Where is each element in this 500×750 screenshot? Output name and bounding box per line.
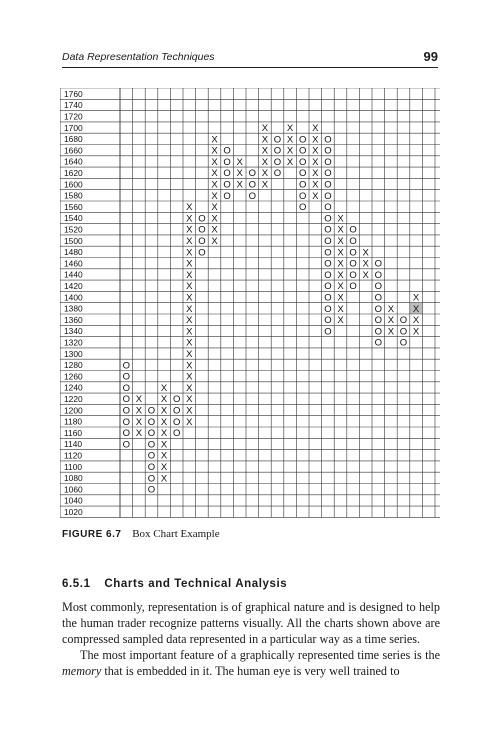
header-rule — [62, 67, 438, 68]
o-mark: O — [173, 416, 181, 428]
x-mark: X — [160, 416, 168, 428]
o-mark: O — [349, 269, 357, 281]
o-mark: O — [324, 202, 332, 214]
o-mark: O — [273, 145, 282, 157]
x-mark: X — [261, 134, 269, 146]
paragraph-2 — [62, 647, 440, 679]
price-label: 1760 — [64, 88, 83, 99]
price-label: 1440 — [64, 269, 83, 280]
price-label: 1060 — [64, 484, 83, 495]
o-mark: O — [122, 371, 130, 383]
o-mark: O — [324, 326, 332, 338]
price-label: 1700 — [64, 122, 83, 133]
price-label: 1660 — [64, 145, 83, 156]
o-mark: O — [399, 315, 408, 327]
o-mark: O — [374, 258, 382, 270]
x-mark: X — [160, 473, 168, 485]
o-mark: O — [374, 303, 382, 315]
body-text — [62, 599, 440, 679]
x-mark: X — [412, 292, 420, 304]
x-mark: X — [186, 281, 193, 293]
price-label: 1200 — [64, 405, 83, 416]
x-mark: X — [312, 134, 319, 146]
o-mark: O — [374, 269, 382, 281]
price-label: 1580 — [64, 190, 83, 201]
x-mark: X — [387, 303, 395, 315]
x-mark: X — [135, 394, 143, 406]
o-mark: O — [374, 315, 382, 327]
o-mark: O — [299, 134, 307, 146]
price-label: 1380 — [64, 303, 83, 314]
x-mark: X — [211, 224, 218, 236]
o-mark: O — [324, 224, 332, 236]
price-label: 1620 — [64, 168, 83, 178]
x-mark: X — [160, 462, 168, 473]
x-mark: X — [186, 202, 193, 214]
x-mark: X — [160, 382, 168, 394]
o-mark: O — [349, 281, 357, 293]
x-mark: X — [337, 303, 344, 315]
o-mark: O — [349, 258, 357, 270]
o-mark: O — [324, 281, 332, 293]
paragraph-1: Most commonly, representation is of graphical nature and is designed to help the human trader recognize patterns visually. All the charts shown above are compressed sampled data represented in a particular way as a time series. — [62, 600, 440, 646]
x-mark: X — [160, 428, 168, 440]
x-mark: X — [312, 123, 319, 134]
o-mark: O — [198, 236, 206, 247]
o-mark: O — [122, 394, 130, 406]
price-label: 1740 — [64, 100, 83, 111]
price-label: 1180 — [64, 416, 83, 427]
o-mark: O — [198, 213, 206, 225]
x-mark: X — [387, 315, 395, 327]
o-mark: O — [147, 484, 156, 496]
x-mark: X — [160, 405, 168, 417]
o-mark: O — [349, 247, 357, 259]
o-mark: O — [324, 247, 332, 259]
price-label: 1240 — [64, 382, 83, 393]
o-mark: O — [374, 337, 382, 349]
o-mark: O — [273, 156, 282, 168]
o-mark: O — [273, 134, 282, 146]
x-mark: X — [286, 156, 294, 168]
x-mark: X — [261, 156, 269, 168]
x-mark: X — [186, 326, 193, 338]
x-mark: X — [387, 326, 395, 338]
o-mark: O — [374, 326, 382, 338]
o-mark: O — [324, 179, 332, 191]
page-number: 99 — [423, 49, 438, 64]
paragraph-2-start: The most important feature of a graphically represented time series is the — [80, 648, 440, 662]
x-mark: X — [312, 168, 319, 180]
o-mark: O — [324, 258, 332, 270]
o-mark: O — [374, 281, 382, 293]
o-mark: O — [399, 337, 408, 349]
price-label: 1100 — [64, 461, 83, 472]
x-mark: X — [211, 156, 218, 168]
x-mark: X — [186, 371, 193, 383]
o-mark: O — [324, 134, 332, 146]
figure-caption — [62, 528, 220, 540]
o-mark: O — [122, 382, 130, 394]
x-mark: X — [186, 337, 193, 349]
x-mark: X — [337, 213, 344, 225]
x-mark: X — [211, 134, 218, 146]
o-mark: O — [299, 168, 307, 180]
x-mark: X — [211, 213, 218, 225]
x-mark: X — [135, 416, 143, 428]
x-mark: X — [135, 428, 143, 440]
price-label: 1220 — [64, 394, 83, 404]
x-mark: X — [236, 156, 243, 168]
price-label: 1520 — [64, 224, 83, 235]
x-mark: X — [412, 303, 420, 315]
price-label: 1320 — [64, 337, 83, 348]
x-mark: X — [337, 292, 344, 304]
price-label: 1300 — [64, 348, 83, 359]
x-mark: X — [186, 303, 193, 315]
x-mark: X — [337, 247, 344, 259]
price-label: 1460 — [64, 258, 83, 269]
o-mark: O — [324, 315, 332, 327]
price-label: 1340 — [64, 326, 83, 337]
x-mark: X — [337, 269, 344, 281]
price-label: 1560 — [64, 201, 83, 212]
o-mark: O — [299, 145, 307, 157]
x-mark: X — [186, 247, 193, 259]
price-label: 1020 — [64, 507, 83, 517]
price-label: 1260 — [64, 371, 83, 382]
o-mark: O — [147, 450, 156, 462]
x-mark: X — [211, 179, 218, 191]
x-mark: X — [186, 236, 193, 247]
x-mark: X — [160, 394, 168, 406]
o-mark: O — [198, 224, 206, 236]
x-mark: X — [261, 179, 269, 191]
o-mark: O — [273, 168, 282, 180]
price-label: 1360 — [64, 314, 83, 325]
price-label: 1420 — [64, 281, 83, 291]
x-mark: X — [261, 123, 269, 134]
o-mark: O — [374, 292, 382, 304]
o-mark: O — [198, 247, 206, 259]
x-mark: X — [236, 179, 243, 191]
x-mark: X — [337, 315, 344, 327]
figure-caption-text: Box Chart Example — [132, 528, 220, 540]
x-mark: X — [312, 145, 319, 157]
x-mark: X — [186, 360, 193, 372]
x-mark: X — [211, 190, 218, 202]
price-label: 1280 — [64, 360, 83, 371]
x-mark: X — [412, 326, 420, 338]
x-mark: X — [186, 258, 193, 270]
x-mark: X — [312, 156, 319, 168]
x-mark: X — [211, 236, 218, 247]
x-mark: X — [186, 382, 193, 394]
x-mark: X — [186, 224, 193, 236]
o-mark: O — [147, 473, 156, 485]
o-mark: O — [147, 462, 156, 473]
o-mark: O — [324, 145, 332, 157]
x-mark: X — [236, 168, 243, 180]
o-mark: O — [147, 405, 156, 417]
o-mark: O — [248, 179, 256, 191]
x-mark: X — [412, 315, 420, 327]
o-mark: O — [248, 168, 256, 180]
x-mark: X — [186, 269, 193, 281]
x-mark: X — [286, 123, 294, 134]
o-mark: O — [223, 156, 231, 168]
paragraph-2-emphasis: memory — [62, 664, 102, 678]
o-mark: O — [324, 168, 332, 180]
x-mark: X — [261, 168, 269, 180]
price-label: 1640 — [64, 156, 83, 167]
o-mark: O — [147, 428, 156, 440]
price-label: 1680 — [64, 134, 83, 145]
o-mark: O — [299, 202, 307, 214]
price-label: 1480 — [64, 247, 83, 258]
o-mark: O — [349, 236, 357, 247]
price-label: 1720 — [64, 111, 83, 122]
x-mark: X — [211, 145, 218, 157]
x-mark: X — [337, 258, 344, 270]
o-mark: O — [173, 405, 181, 417]
o-mark: O — [223, 145, 231, 157]
o-mark: O — [324, 190, 332, 202]
o-mark: O — [324, 269, 332, 281]
o-mark: O — [147, 439, 156, 451]
o-mark: O — [399, 326, 408, 338]
o-mark: O — [122, 360, 130, 372]
running-header — [62, 47, 438, 69]
o-mark: O — [122, 405, 130, 417]
o-mark: O — [299, 156, 307, 168]
paragraph-2-end: that is embedded in it. The human eye is very well trained to — [101, 664, 400, 678]
x-mark: X — [362, 247, 369, 259]
figure-label: FIGURE 6.7 — [62, 529, 122, 540]
price-label: 1160 — [64, 427, 83, 438]
x-mark: X — [186, 416, 193, 428]
x-mark: X — [186, 405, 193, 417]
x-mark: X — [362, 269, 369, 281]
x-mark: X — [312, 179, 319, 191]
o-mark: O — [223, 190, 231, 202]
price-label: 1540 — [64, 213, 83, 224]
x-mark: X — [211, 202, 218, 214]
section-heading — [62, 578, 287, 590]
o-mark: O — [173, 394, 181, 406]
o-mark: O — [173, 428, 181, 440]
x-mark: X — [186, 394, 193, 406]
price-label: 1120 — [64, 450, 83, 461]
x-mark: X — [312, 190, 319, 202]
price-label: 1040 — [64, 495, 83, 506]
o-mark: O — [324, 156, 332, 168]
x-mark: X — [211, 168, 218, 180]
x-mark: X — [286, 134, 294, 146]
o-mark: O — [324, 213, 332, 225]
o-mark: O — [299, 179, 307, 191]
o-mark: O — [299, 190, 307, 202]
o-mark: O — [324, 292, 332, 304]
o-mark: O — [349, 224, 357, 236]
running-title: Data Representation Techniques — [62, 51, 215, 63]
o-mark: O — [122, 428, 130, 440]
x-mark: X — [337, 281, 344, 293]
x-mark: X — [186, 213, 193, 225]
box-chart — [60, 88, 440, 520]
section-title: Charts and Technical Analysis — [104, 578, 288, 590]
x-mark: X — [337, 224, 344, 236]
x-mark: X — [160, 439, 168, 451]
x-mark: X — [186, 349, 193, 360]
x-mark: X — [160, 450, 168, 462]
x-mark: X — [135, 405, 143, 417]
o-mark: O — [147, 416, 156, 428]
o-mark: O — [122, 416, 130, 428]
o-mark: O — [324, 236, 332, 247]
x-mark: X — [362, 258, 369, 270]
price-label: 1600 — [64, 179, 83, 190]
section-number: 6.5.1 — [62, 578, 91, 590]
x-mark: X — [286, 145, 294, 157]
x-mark: X — [261, 145, 269, 157]
price-label: 1400 — [64, 292, 83, 303]
x-mark: X — [337, 236, 344, 247]
price-label: 1080 — [64, 473, 83, 484]
price-label: 1140 — [64, 439, 83, 450]
o-mark: O — [324, 303, 332, 315]
o-mark: O — [248, 190, 256, 202]
o-mark: O — [223, 168, 231, 180]
x-mark: X — [186, 292, 193, 304]
x-mark: X — [186, 315, 193, 327]
price-label: 1500 — [64, 235, 83, 246]
o-mark: O — [122, 439, 130, 451]
o-mark: O — [223, 179, 231, 191]
